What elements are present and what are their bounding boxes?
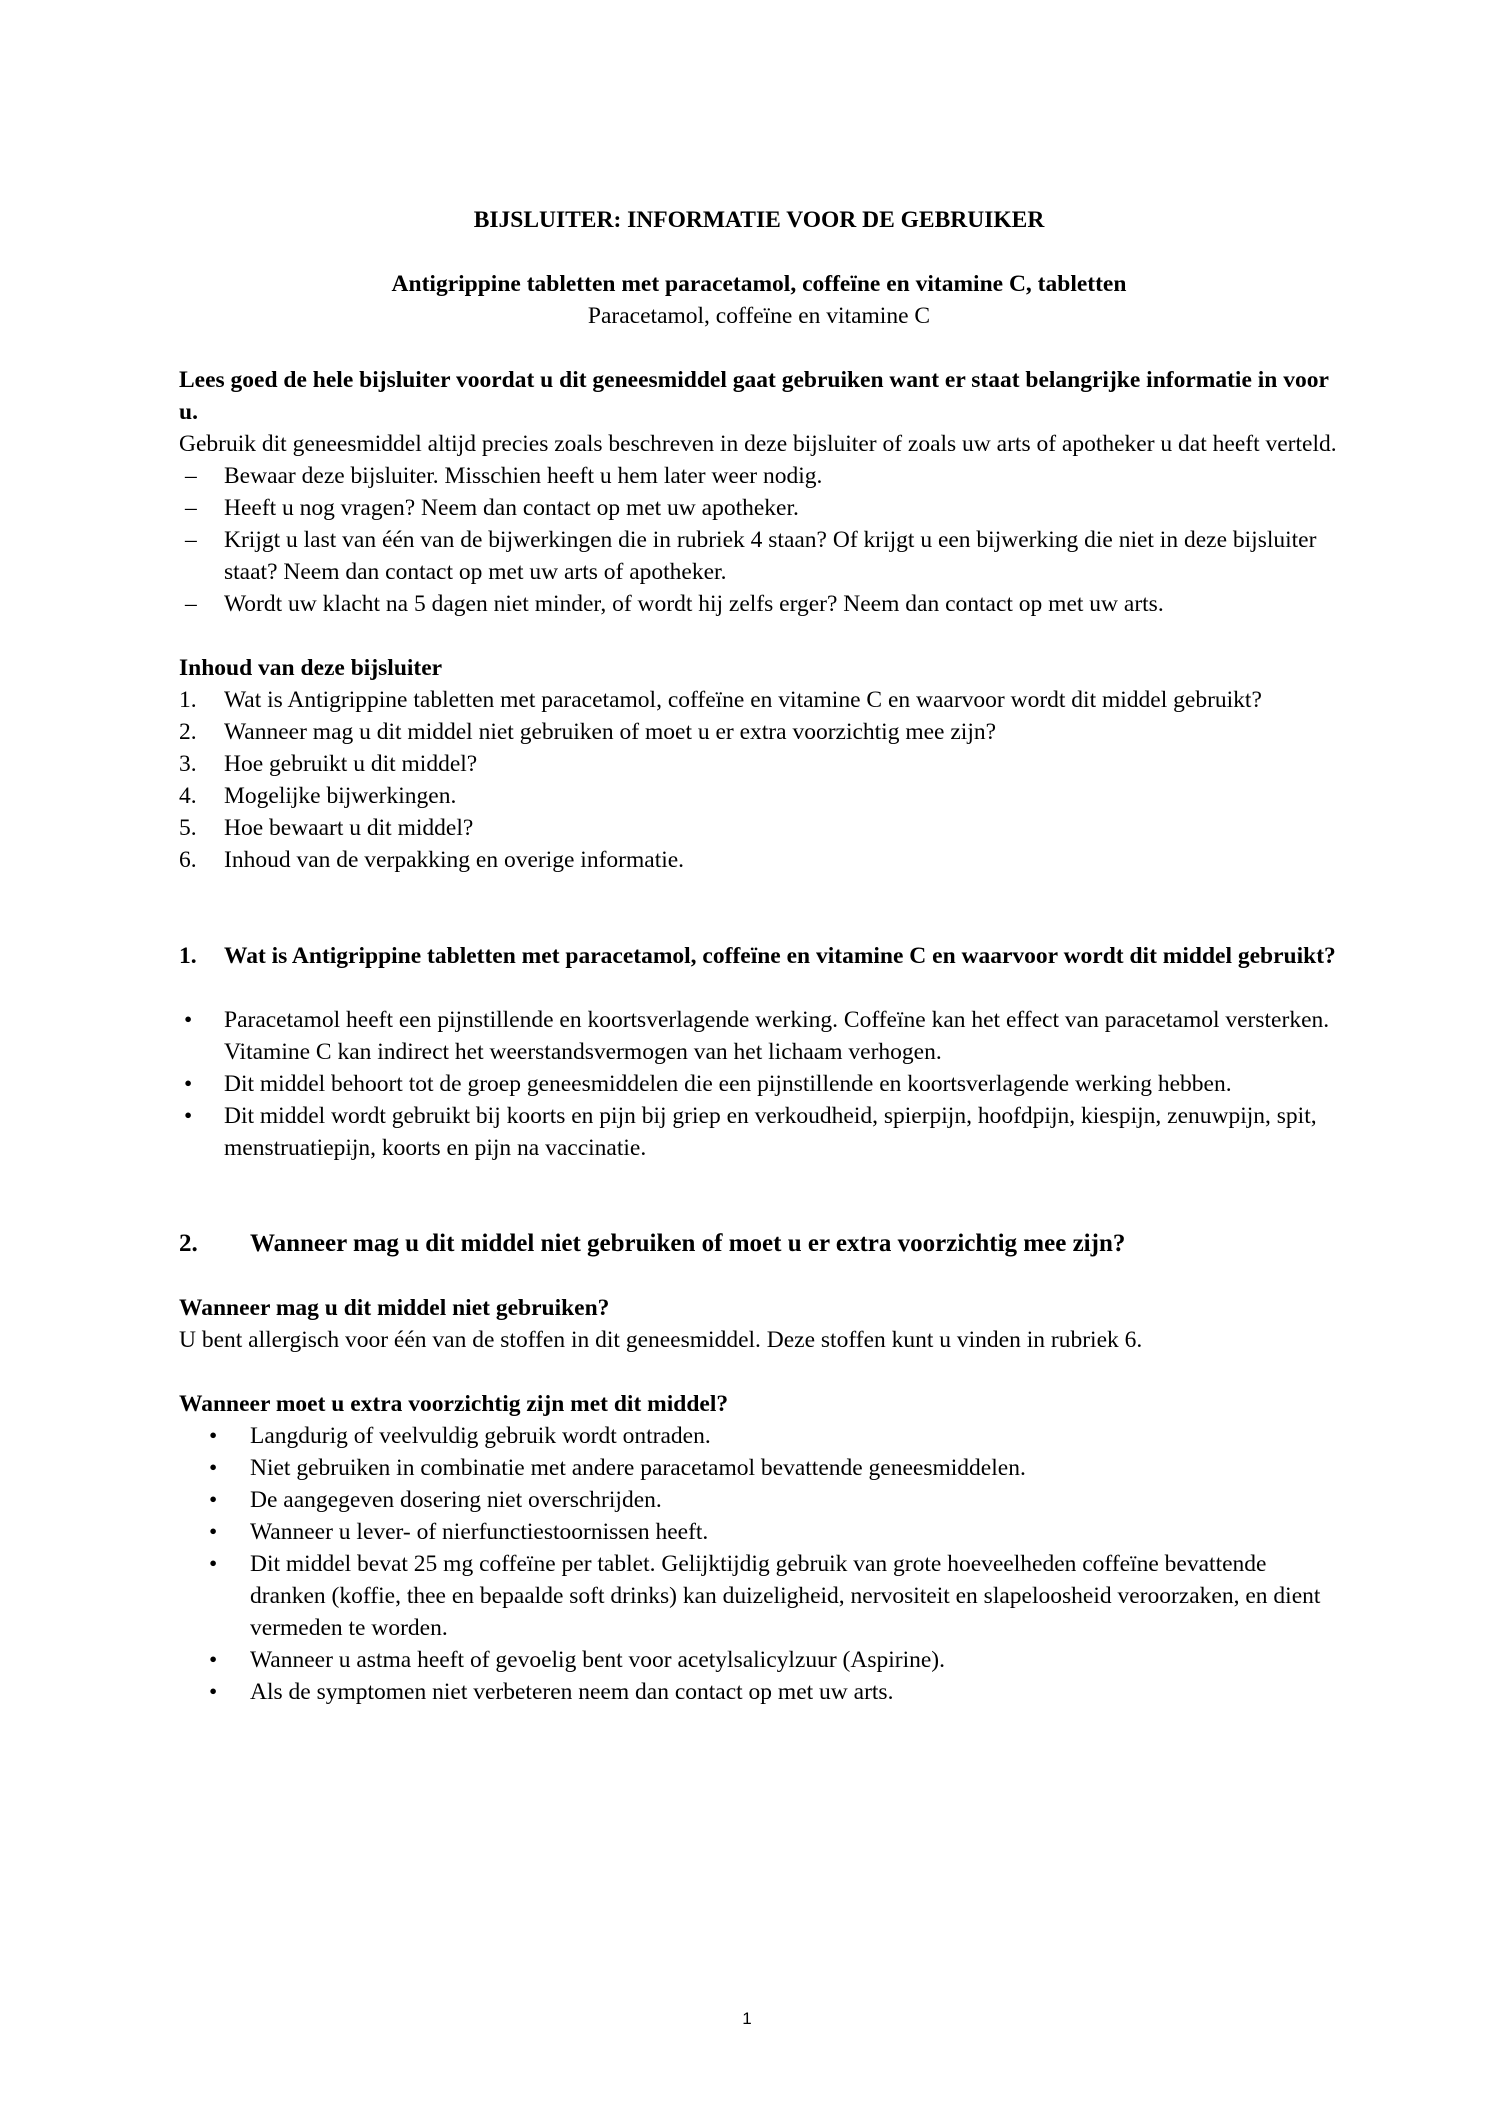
bullet-marker: • xyxy=(184,1071,193,1097)
active-substances: Paracetamol, coffeïne en vitamine C xyxy=(587,303,931,329)
section-1-bullets xyxy=(179,1004,1339,1164)
bullet-marker: • xyxy=(209,1679,218,1705)
section-2-heading: 2. Wanneer mag u dit middel niet gebruiken of moet u er extra voorzichtig mee zijn? xyxy=(179,1230,1126,1257)
toc-item: 5. Hoe bewaart u dit middel? xyxy=(179,815,474,841)
bullet-marker: • xyxy=(209,1519,218,1545)
product-name: Antigrippine tabletten met paracetamol, coffeïne en vitamine C, tabletten xyxy=(391,271,1127,297)
dash-marker: – xyxy=(185,527,197,553)
read-notice: Lees goed de hele bijsluiter voordat u dit geneesmiddel gaat gebruiken want er staat belangrijke informatie in voor u. xyxy=(179,367,1329,425)
dash-marker: – xyxy=(185,591,197,617)
list-item: • Als de symptomen niet verbeteren neem dan contact op met uw arts. xyxy=(179,1676,1339,1708)
list-item: • De aangegeven dosering niet overschrijden. xyxy=(179,1484,1339,1516)
intro-dash-list xyxy=(179,460,1339,620)
list-item: – Krijgt u last van één van de bijwerkingen die in rubriek 4 staan? Of krijgt u een bijwerking die niet in deze bijsluiter staat? Neem dan contact op met uw arts of apotheker. xyxy=(179,524,1339,588)
section-1-heading: 1. Wat is Antigrippine tabletten met paracetamol, coffeïne en vitamine C en waarvoor wordt dit middel gebruikt? xyxy=(179,943,1336,969)
bullet-marker: • xyxy=(209,1647,218,1673)
toc-item: 2. Wanneer mag u dit middel niet gebruiken of moet u er extra voorzichtig mee zijn? xyxy=(179,719,997,745)
toc-item: 6. Inhoud van de verpakking en overige informatie. xyxy=(179,847,685,873)
bullet-marker: • xyxy=(184,1103,193,1129)
toc-item: 4. Mogelijke bijwerkingen. xyxy=(179,783,457,809)
list-item: – Heeft u nog vragen? Neem dan contact op met uw apotheker. xyxy=(179,492,1339,524)
bullet-marker: • xyxy=(184,1007,193,1033)
not-use-heading: Wanneer mag u dit middel niet gebruiken? xyxy=(179,1295,610,1321)
document-content xyxy=(179,204,1339,1708)
not-use-text: U bent allergisch voor één van de stoffen in dit geneesmiddel. Deze stoffen kunt u vinden in rubriek 6. xyxy=(179,1327,1143,1353)
toc-item: 1. Wat is Antigrippine tabletten met paracetamol, coffeïne en vitamine C en waarvoor wordt dit middel gebruikt? xyxy=(179,687,1262,713)
list-item: • Wanneer u lever- of nierfunctiestoornissen heeft. xyxy=(179,1516,1339,1548)
caution-heading: Wanneer moet u extra voorzichtig zijn met dit middel? xyxy=(179,1391,729,1417)
usage-notice: Gebruik dit geneesmiddel altijd precies zoals beschreven in deze bijsluiter of zoals uw arts of apotheker u dat heeft verteld. xyxy=(179,431,1337,457)
caution-bullets xyxy=(179,1420,1339,1708)
bullet-marker: • xyxy=(209,1423,218,1449)
list-item: • Niet gebruiken in combinatie met andere paracetamol bevattende geneesmiddelen. xyxy=(179,1452,1339,1484)
list-item: • Dit middel wordt gebruikt bij koorts en pijn bij griep en verkoudheid, spierpijn, hoofdpijn, kiespijn, zenuwpijn, spit, menstruatiepijn, koorts en pijn na vaccinatie. xyxy=(179,1100,1339,1164)
list-item: – Bewaar deze bijsluiter. Misschien heeft u hem later weer nodig. xyxy=(179,460,1339,492)
list-item: • Wanneer u astma heeft of gevoelig bent voor acetylsalicylzuur (Aspirine). xyxy=(179,1644,1339,1676)
bullet-marker: • xyxy=(209,1455,218,1481)
bullet-marker: • xyxy=(209,1487,218,1513)
list-item: • Paracetamol heeft een pijnstillende en koortsverlagende werking. Coffeïne kan het effect van paracetamol versterken. Vitamine C kan indirect het weerstandsvermogen van het lichaam verhogen. xyxy=(179,1004,1339,1068)
list-item: – Wordt uw klacht na 5 dagen niet minder, of wordt hij zelfs erger? Neem dan contact op met uw arts. xyxy=(179,588,1339,620)
bullet-marker: • xyxy=(209,1551,218,1577)
toc-item: 3. Hoe gebruikt u dit middel? xyxy=(179,751,478,777)
document-title: BIJSLUITER: INFORMATIE VOOR DE GEBRUIKER xyxy=(473,207,1045,233)
list-item: • Langdurig of veelvuldig gebruik wordt ontraden. xyxy=(179,1420,1339,1452)
list-item: • Dit middel bevat 25 mg coffeïne per tablet. Gelijktijdig gebruik van grote hoeveelheden coffeïne bevattende dranken (koffie, thee en bepaalde soft drinks) kan duizeligheid, nervositeit en slapeloosheid veroorzaken, en dient vermeden te worden. xyxy=(179,1548,1339,1644)
dash-marker: – xyxy=(185,463,197,489)
page-number: 1 xyxy=(742,2009,752,2028)
list-item: • Dit middel behoort tot de groep geneesmiddelen die een pijnstillende en koortsverlagende werking hebben. xyxy=(179,1068,1339,1100)
dash-marker: – xyxy=(185,495,197,521)
toc-list xyxy=(179,684,1339,876)
toc-heading: Inhoud van deze bijsluiter xyxy=(179,655,443,681)
